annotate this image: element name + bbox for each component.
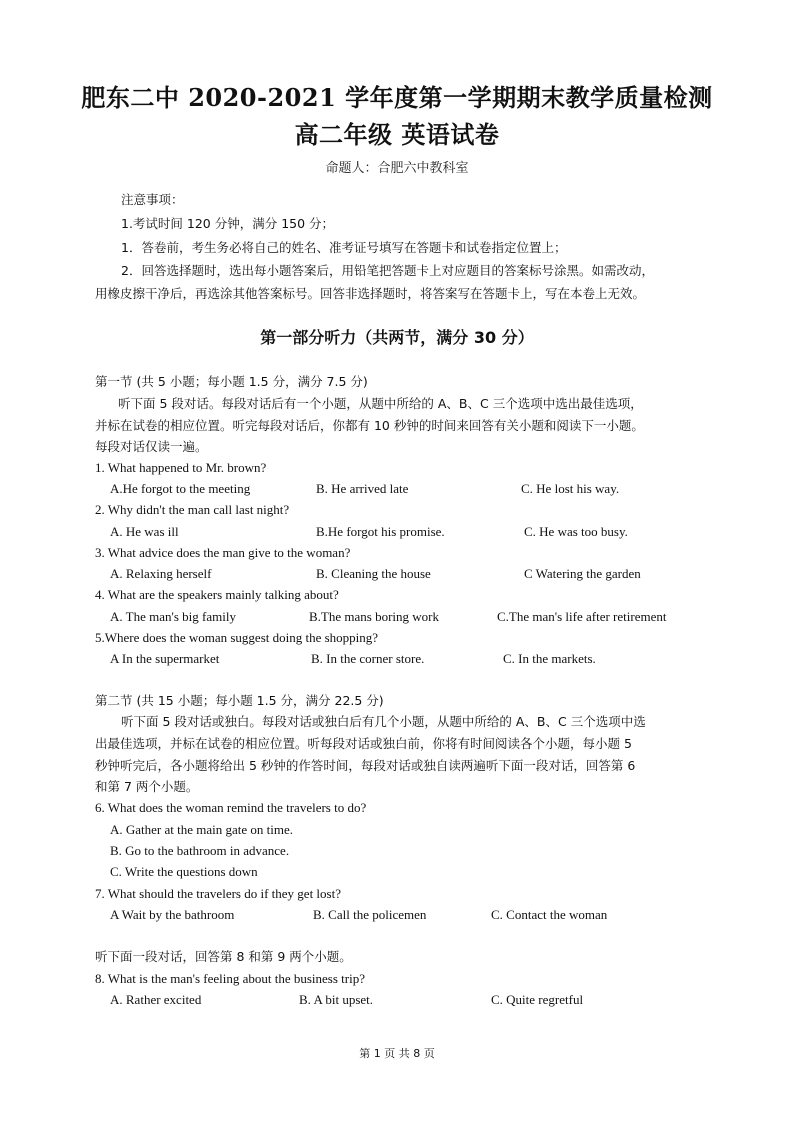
option-b: B. A bit upset. (299, 992, 374, 1007)
section1-instruction: 每段对话仅读一遍。 (95, 439, 208, 454)
notice-item: 2．回答选择题时，选出每小题答案后，用铅笔把答题卡上对应题目的答案标号涂黑。如需改动， (121, 263, 654, 278)
option-a: A. Rather excited (110, 992, 202, 1007)
notice-item: 1．答卷前，考生务必将自己的姓名、准考证号填写在答题卡和试卷指定位置上； (121, 240, 567, 255)
option-b: B. He arrived late (316, 481, 409, 496)
option-c: C.The man's life after retirement (497, 609, 667, 624)
option-c: C. He lost his way. (521, 481, 620, 496)
option-b: B.He forgot his promise. (316, 524, 445, 539)
question-5: 5.Where does the woman suggest doing the shopping? (95, 630, 379, 645)
section1-heading: 第一节 (共 5 小题；每小题 1.5 分，满分 7.5 分) (95, 374, 368, 389)
option-c: C. Quite regretful (491, 992, 584, 1007)
notice-item: 用橡皮擦干净后，再选涂其他答案标号。回答非选择题时，将答案写在答题卡上，写在本卷上无效。 (95, 286, 646, 301)
option-b: B. Cleaning the house (316, 566, 431, 581)
question-1: 1. What happened to Mr. brown? (95, 460, 267, 475)
part1-title: 第一部分听力（共两节，满分 30 分） (260, 328, 534, 347)
option-c: C. In the markets. (503, 651, 596, 666)
option-a: A. The man's big family (110, 609, 236, 624)
section2-instruction: 和第 7 两个小题。 (95, 779, 199, 794)
page-number: 第 1 页 共 8 页 (359, 1047, 435, 1060)
option-a: A.He forgot to the meeting (110, 481, 251, 496)
option-b: B. In the corner store. (311, 651, 425, 666)
section2-heading: 第二节 (共 15 小题；每小题 1.5 分，满分 22.5 分) (95, 693, 384, 708)
option-c: C. Write the questions down (110, 864, 258, 879)
option-a: A. Relaxing herself (110, 566, 212, 581)
section1-instruction: 并标在试卷的相应位置。听完每段对话后，你都有 10 秒钟的时间来回答有关小题和阅读下一小题。 (95, 418, 644, 433)
section2-instruction: 出最佳选项，并标在试卷的相应位置。听每段对话或独白前，你将有时间阅读各个小题，每小题 5 (95, 736, 632, 751)
section1-instruction: 听下面 5 段对话。每段对话后有一个小题，从题中所给的 A、B、C 三个选项中选出最佳选项， (118, 396, 643, 411)
section2-instruction: 秒钟听完后，各小题将给出 5 秒钟的作答时间，每段对话或独自读两遍听下面一段对话，回答第 6 (95, 758, 636, 773)
notice-item: 1.考试时间 120 分钟，满分 150 分； (121, 216, 335, 231)
option-b: B. Go to the bathroom in advance. (110, 843, 290, 858)
exam-title: 肥东二中 2020-2021 学年度第一学期期末教学质量检测 (81, 83, 713, 112)
option-a: A In the supermarket (110, 651, 220, 666)
section2-instruction: 听下面 5 段对话或独白。每段对话或独白后有几个小题，从题中所给的 A、B、C 三个选项中选 (121, 714, 646, 729)
next-dialogue-intro: 听下面一段对话，回答第 8 和第 9 两个小题。 (95, 949, 352, 964)
question-7: 7. What should the travelers do if they get lost? (95, 886, 341, 901)
option-a: A Wait by the bathroom (110, 907, 235, 922)
option-b: B. Call the policemen (313, 907, 427, 922)
question-8: 8. What is the man's feeling about the business trip? (95, 971, 365, 986)
option-a: A. He was ill (110, 524, 179, 539)
question-6: 6. What does the woman remind the travelers to do? (95, 800, 367, 815)
option-c: C. Contact the woman (491, 907, 608, 922)
exam-author: 命题人：合肥六中教科室 (325, 161, 469, 176)
option-a: A. Gather at the main gate on time. (110, 822, 294, 837)
notice-heading: 注意事项： (121, 192, 184, 207)
question-4: 4. What are the speakers mainly talking about? (95, 587, 339, 602)
option-b: B.The mans boring work (309, 609, 439, 624)
option-c: C Watering the garden (524, 566, 641, 581)
question-3: 3. What advice does the man give to the woman? (95, 545, 351, 560)
question-2: 2. Why didn't the man call last night? (95, 502, 290, 517)
exam-subtitle: 高二年级 英语试卷 (294, 120, 500, 149)
option-c: C. He was too busy. (524, 524, 628, 539)
